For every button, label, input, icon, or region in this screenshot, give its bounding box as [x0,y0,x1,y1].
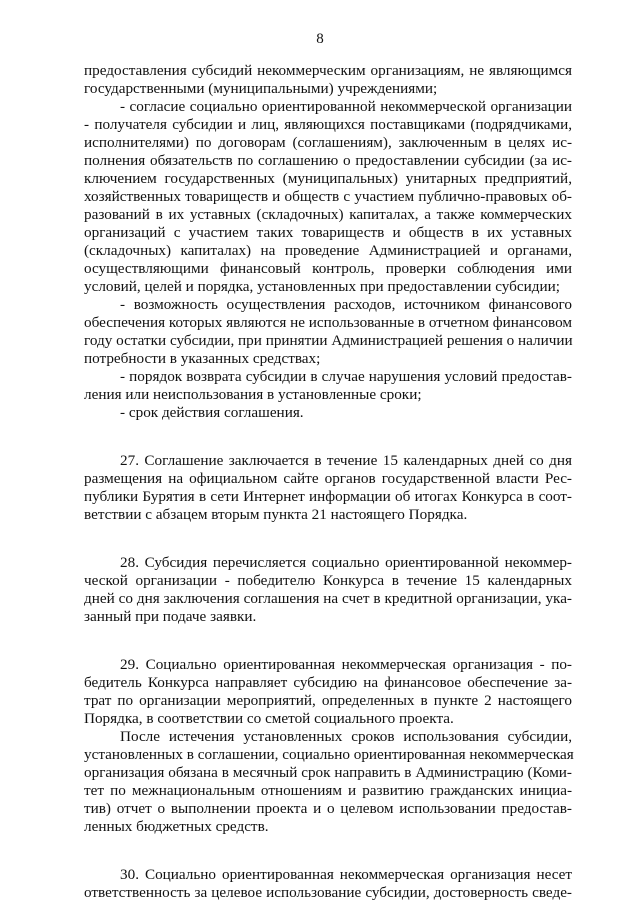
text-line: условий, целей и порядка, установленных при предоставлении субсидии; [84,278,560,295]
text-line: ления или неиспользования в установленные сроки; [84,386,422,403]
text-line: - порядок возврата субсидии в случае нарушения условий предостав- [120,368,572,385]
text-line: - срок действия соглашения. [120,404,304,421]
text-line: занный при подаче заявки. [84,608,257,625]
text-line: После истечения установленных сроков использования субсидии, [120,728,572,745]
text-line: ключением государственных (муниципальных) унитарных предприятий, [84,170,572,187]
text-line: 28. Субсидия перечисляется социально ориентированной некоммер- [120,554,572,571]
page-number: 8 [316,31,324,47]
text-line: (складочных) капиталах) на проведение Администрацией и органами, [84,242,572,259]
text-line: хозяйственных товариществ и обществ с участием публично-правовых об- [84,188,572,205]
text-line: полнения обязательств по соглашению о предоставлении субсидии (за ис- [84,152,572,169]
text-line: размещения на официальном сайте органов государственной власти Рес- [84,470,572,487]
text-line: исполнителями) по договорам (соглашениям), заключенным в целях ис- [84,134,572,151]
text-line: 30. Социально ориентированная некоммерческая организация несет [120,866,572,883]
text-line: тет по межнациональным отношениям и развитию гражданских инициа- [84,782,572,799]
text-line: 29. Социально ориентированная некоммерческая организация - по- [120,656,572,673]
text-line: предоставления субсидий некоммерческим организациям, не являющимся [84,62,572,79]
text-line: потребности в указанных средствах; [84,350,321,367]
text-line: трат по организации мероприятий, определенных в пункте 2 настоящего [84,692,572,709]
text-line: году остатки субсидии, при принятии Администрацией решения о наличии [84,332,573,349]
text-line: государственными (муниципальными) учреждениями; [84,80,438,97]
text-line: организаций с участием таких товариществ и обществ в их уставных [84,224,572,241]
text-line: организация обязана в месячный срок направить в Администрацию (Коми- [84,764,572,781]
text-line: Порядка, в соответствии со сметой социального проекта. [84,710,454,727]
text-line: 27. Соглашение заключается в течение 15 календарных дней со дня [120,452,572,469]
text-line: ответственность за целевое использование субсидии, достоверность сведе- [84,884,572,901]
text-line: - получателя субсидии и лиц, являющихся поставщиками (подрядчиками, [84,116,572,133]
text-line: обеспечения которых являются не использованные в отчетном финансовом [84,314,573,331]
text-line: установленных в соглашении, социально ориентированная некоммерческая [84,746,574,763]
text-line: бедитель Конкурса направляет субсидию на финансовое обеспечение за- [84,674,572,691]
text-line: тив) отчет о выполнении проекта и о целевом использовании предостав- [84,800,572,817]
text-line: разований в их уставных (складочных) капиталах, а также коммерческих [84,206,572,223]
text-line: - согласие социально ориентированной некоммерческой организации [120,98,572,115]
text-line: осуществляющими финансовый контроль, проверки соблюдения ими [84,260,572,277]
text-line: ветствии с абзацем вторым пункта 21 настоящего Порядка. [84,506,468,523]
text-line: ческой организации - победителю Конкурса в течение 15 календарных [84,572,572,589]
text-line: дней со дня заключения соглашения на счет в кредитной организации, ука- [84,590,572,607]
text-line: ленных бюджетных средств. [84,818,269,835]
text-line: публики Бурятия в сети Интернет информации об итогах Конкурса в соот- [84,488,572,505]
text-line: - возможность осуществления расходов, источником финансового [120,296,572,313]
